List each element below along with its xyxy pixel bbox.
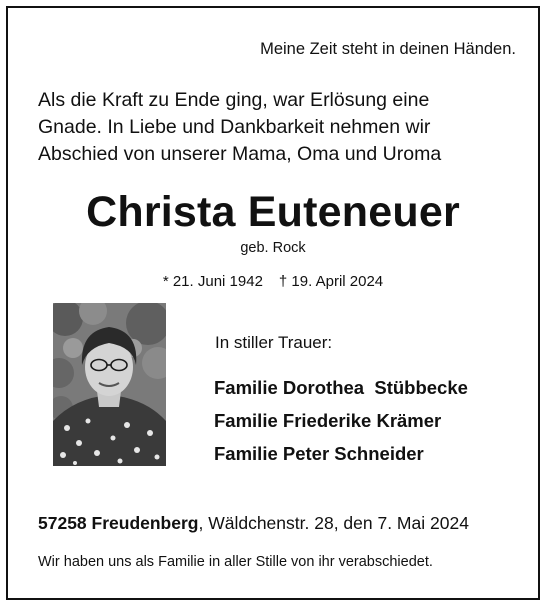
motto-text: Meine Zeit steht in deinen Händen. — [260, 40, 516, 58]
location: 57258 Freudenberg — [38, 513, 199, 533]
family-entry: Familie Friederike Krämer — [214, 410, 442, 431]
intro-line: Abschied von unserer Mama, Oma und Uroma — [38, 143, 442, 165]
portrait-illustration — [53, 303, 166, 466]
portrait-photo — [53, 303, 166, 466]
deceased-name: Christa Euteneuer — [86, 188, 460, 236]
address-line — [38, 513, 469, 534]
family-list — [214, 371, 468, 470]
birth-date: * 21. Juni 1942 — [162, 273, 263, 290]
obituary-card — [6, 6, 540, 600]
death-date: † 19. April 2024 — [278, 273, 384, 290]
life-dates — [8, 273, 538, 290]
intro-line: Als die Kraft zu Ende ging, war Erlösung eine — [38, 89, 430, 111]
mourning-label: In stiller Trauer: — [215, 333, 333, 352]
address-rest: , Wäldchenstr. 28, den 7. Mai 2024 — [198, 513, 469, 533]
family-entry: Familie Peter Schneider — [214, 443, 424, 464]
maiden-name: geb. Rock — [240, 240, 306, 256]
intro-line: Gnade. In Liebe und Dankbarkeit nehmen wir — [38, 116, 431, 138]
intro-text — [38, 87, 508, 168]
family-entry: Familie Dorothea Stübbecke — [214, 377, 468, 398]
closing-text: Wir haben uns als Familie in aller Stille von ihr verabschiedet. — [38, 554, 433, 570]
